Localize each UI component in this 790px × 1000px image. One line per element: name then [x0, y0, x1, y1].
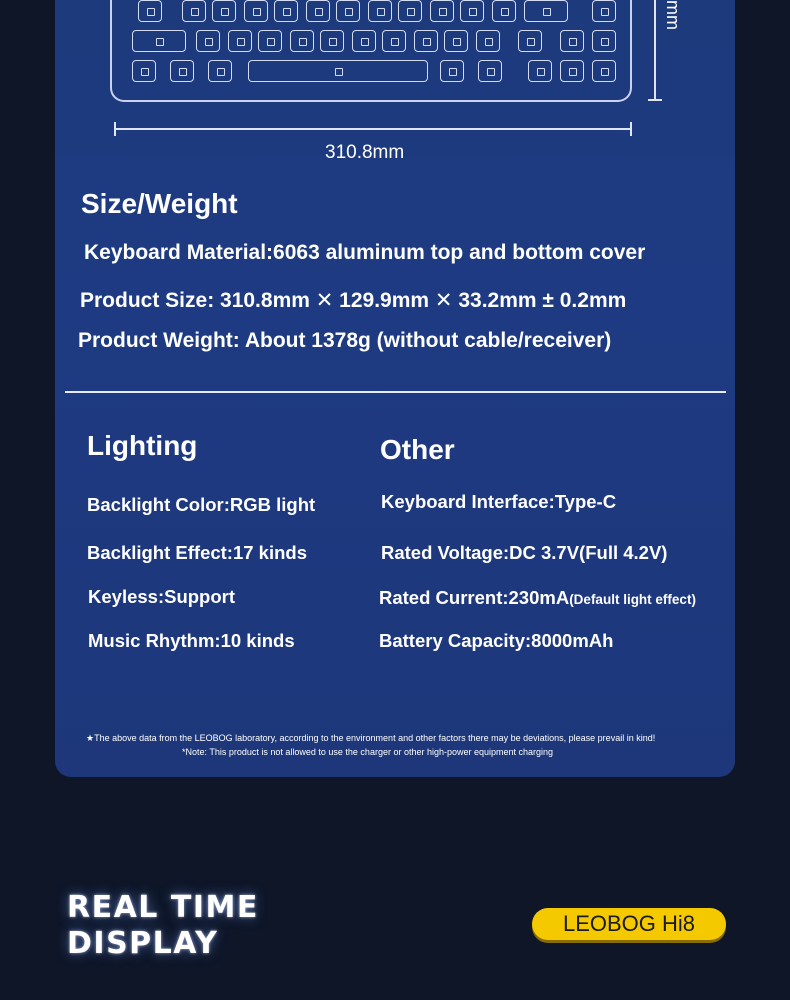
keycap-outline [138, 0, 162, 22]
other-interface: Keyboard Interface:Type-C [381, 491, 617, 512]
keycap-outline [170, 60, 194, 82]
keycap-outline [430, 0, 454, 22]
keycap-outline [560, 60, 584, 82]
lighting-item: Backlight Effect:17 kinds [87, 542, 308, 563]
size-weight-title: Size/Weight [81, 188, 238, 219]
keycap-outline [212, 0, 236, 22]
lighting-title: Lighting [87, 430, 198, 461]
keycap-outline [248, 60, 428, 82]
keycap-outline [132, 30, 186, 52]
keycap-outline [398, 0, 422, 22]
other-battery: Battery Capacity:8000mAh [379, 630, 614, 651]
keycap-outline [592, 60, 616, 82]
model-badge: LEOBOG Hi8 [532, 908, 726, 940]
keycap-outline [444, 30, 468, 52]
keycap-outline [182, 0, 206, 22]
keycap-outline [592, 0, 616, 22]
real-time-line: REAL TIME [67, 890, 259, 925]
spec-size: Product Size: 310.8mm ✕ 129.9mm ✕ 33.2mm ± 0.2mm [80, 289, 627, 312]
other-current-value: Rated Current:230mA [379, 587, 570, 608]
lighting-item: Backlight Color:RGB light [87, 494, 316, 515]
keycap-outline [258, 30, 282, 52]
keycap-outline [492, 0, 516, 22]
other-title: Other [380, 434, 455, 465]
real-time-display-heading [67, 890, 259, 962]
spec-material: Keyboard Material:6063 aluminum top and bottom cover [84, 241, 646, 264]
keycap-outline [476, 30, 500, 52]
keycap-outline [244, 0, 268, 22]
keycap-outline [196, 30, 220, 52]
keycap-outline [460, 0, 484, 22]
keycap-outline [528, 60, 552, 82]
spec-card [55, 0, 735, 777]
keycap-outline [382, 30, 406, 52]
other-voltage: Rated Voltage:DC 3.7V(Full 4.2V) [381, 542, 668, 563]
spec-weight: Product Weight: About 1378g (without cable/receiver) [78, 329, 612, 352]
lab-disclaimer-note: ★The above data from the LEOBOG laboratory, according to the environment and other factors there may be deviations, please prevail in kind! [86, 733, 656, 743]
keycap-outline [132, 60, 156, 82]
keycap-outline [478, 60, 502, 82]
keycap-outline [352, 30, 376, 52]
height-dimension-line [648, 0, 662, 101]
keycap-outline [336, 0, 360, 22]
other-current [379, 587, 696, 609]
lighting-item: Music Rhythm:10 kinds [88, 630, 295, 651]
charging-note: *Note: This product is not allowed to use the charger or other high-power equipment charging [182, 747, 554, 757]
keycap-outline [208, 60, 232, 82]
keycap-outline [518, 30, 542, 52]
width-dimension-line [114, 122, 632, 136]
keycap-outline [592, 30, 616, 52]
keycap-outline [228, 30, 252, 52]
keycap-outline [274, 0, 298, 22]
keycap-outline [560, 30, 584, 52]
keycap-outline [368, 0, 392, 22]
lighting-item: Keyless:Support [88, 586, 236, 607]
keycap-outline [414, 30, 438, 52]
keycap-outline [440, 60, 464, 82]
section-divider [65, 391, 726, 393]
keycap-outline [306, 0, 330, 22]
display-line: DISPLAY [67, 926, 219, 961]
width-dimension-label: 310.8mm [325, 142, 405, 163]
height-dimension-label: mm [663, 0, 683, 30]
other-current-note: (Default light effect) [569, 592, 696, 607]
keycap-outline [320, 30, 344, 52]
keycap-outline [524, 0, 568, 22]
keycap-outline [290, 30, 314, 52]
